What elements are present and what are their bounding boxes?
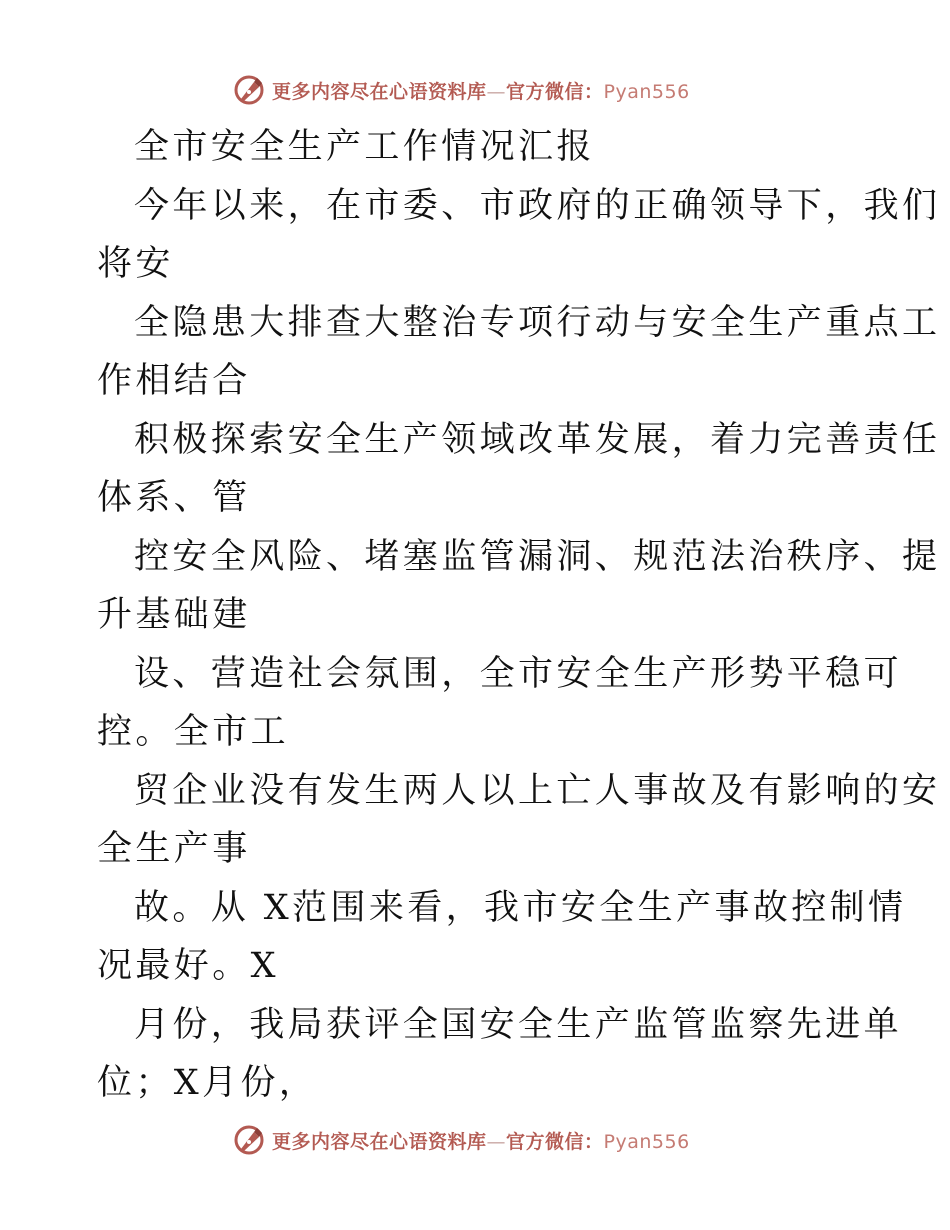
text-line: 控。全市工 — [97, 712, 290, 752]
text-line: 将安 — [97, 244, 174, 284]
text-line: 贸企业没有发生两人以上亡人事故及有影响的安 — [134, 771, 941, 811]
text-line: 全生产事 — [97, 829, 251, 869]
footer-watermark — [232, 1122, 690, 1158]
text-line: 位；X月份， — [97, 1063, 318, 1103]
watermark-separator: — — [486, 80, 507, 103]
text-line: 况最好。X — [97, 946, 279, 986]
watermark-separator: — — [486, 1130, 507, 1153]
text-line: 今年以来，在市委、市政府的正确领导下，我们 — [134, 186, 941, 226]
watermark-wechat-id: Pyan556 — [603, 1130, 690, 1153]
text-line: 体系、管 — [97, 478, 251, 518]
text-line: 设、营造社会氛围，全市安全生产形势平稳可 — [134, 654, 903, 694]
text-line: 控安全风险、堵塞监管漏洞、规范法治秩序、提 — [134, 537, 941, 577]
document-title: 全市安全生产工作情况汇报 — [134, 127, 595, 167]
watermark-label: 官方微信： — [506, 80, 604, 103]
text-line: 作相结合 — [97, 361, 251, 401]
watermark-brand: 更多内容尽在心语资料库 — [272, 1130, 487, 1153]
watermark-label: 官方微信： — [506, 1130, 604, 1153]
text-line: 全隐患大排查大整治专项行动与安全生产重点工 — [134, 303, 941, 343]
text-line: 故。从 X范围来看，我市安全生产事故控制情 — [134, 888, 907, 928]
text-line: 积极探索安全生产领域改革发展，着力完善责任 — [134, 420, 941, 460]
watermark-wechat-id: Pyan556 — [603, 80, 690, 103]
text-line: 升基础建 — [97, 595, 251, 635]
pen-nib-logo-icon — [232, 1123, 266, 1157]
text-line: 月份，我局获评全国安全生产监管监察先进单 — [134, 1005, 903, 1045]
watermark-brand: 更多内容尽在心语资料库 — [272, 80, 487, 103]
